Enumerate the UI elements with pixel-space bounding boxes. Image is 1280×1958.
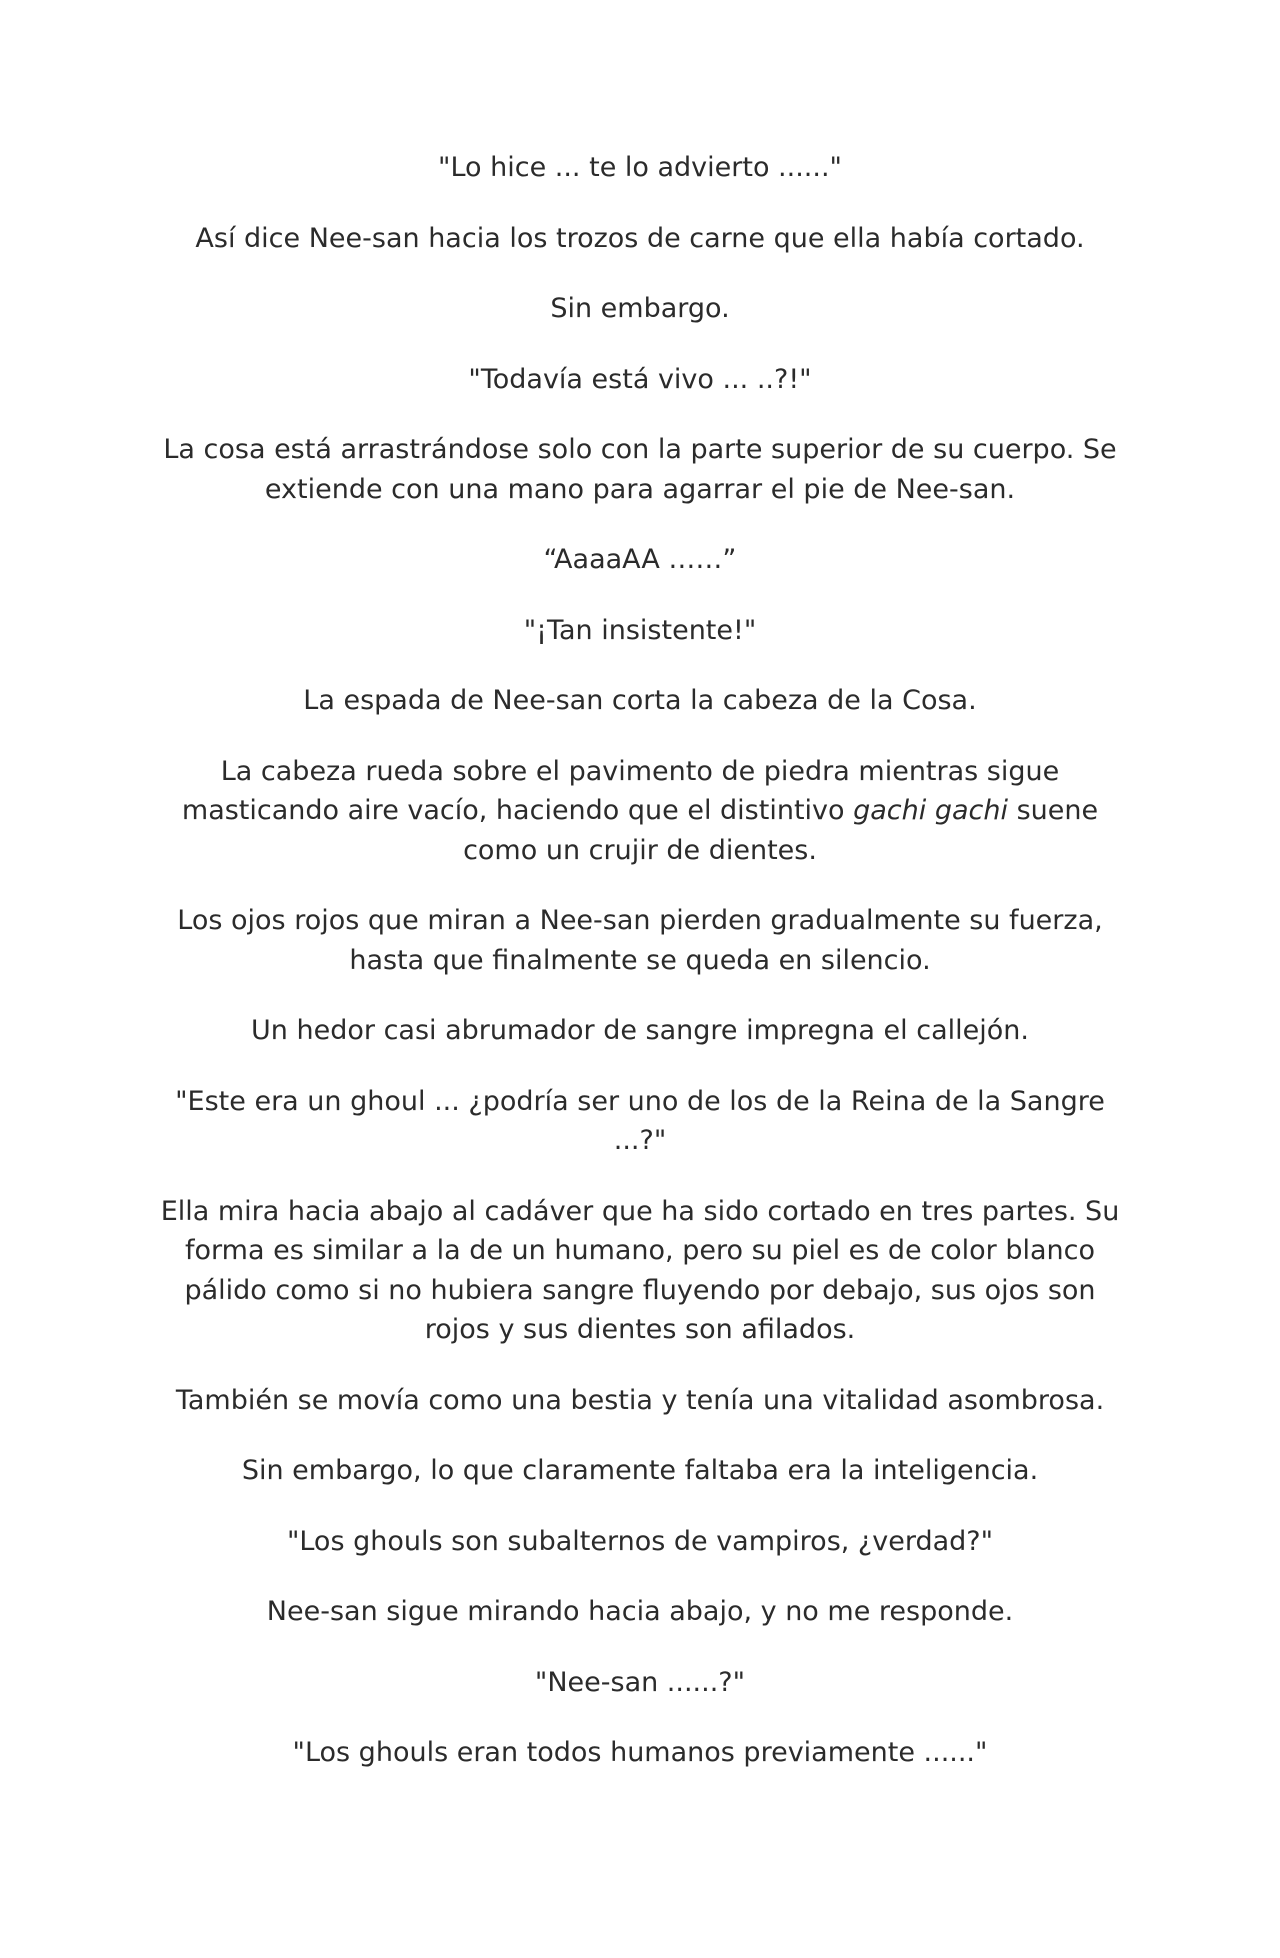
paragraph-5: La cosa está arrastrándose solo con la parte superior de su cuerpo. Se extiende con una mano para agarrar el pie de Nee-san. bbox=[163, 434, 1117, 505]
paragraph-9-end: suene como un crujir de dientes. bbox=[463, 795, 1099, 866]
paragraph-9 bbox=[160, 752, 1120, 871]
paragraph-19: "Los ghouls eran todos humanos previamente ......" bbox=[292, 1737, 988, 1768]
paragraph-9-italic: gachi gachi bbox=[853, 795, 1008, 826]
paragraph-7: "¡Tan insistente!" bbox=[523, 614, 757, 646]
paragraph-2: Así dice Nee-san hacia los trozos de carne que ella había cortado. bbox=[195, 222, 1085, 254]
paragraph-17: Nee-san sigue mirando hacia abajo, y no me responde. bbox=[266, 1596, 1014, 1627]
paragraph-3: Sin embargo. bbox=[550, 293, 730, 324]
paragraph-12: "Este era un ghoul ... ¿podría ser uno de los de la Reina de la Sangre ...?" bbox=[175, 1085, 1105, 1156]
paragraph-9-start: La cabeza rueda sobre el pavimento de piedra mientras sigue masticando aire vacío, haciendo que el distintivo bbox=[181, 755, 1060, 826]
paragraph-18: "Nee-san ......?" bbox=[534, 1666, 746, 1698]
paragraph-15: Sin embargo, lo que claramente faltaba era la inteligencia. bbox=[241, 1455, 1039, 1486]
paragraph-14: También se movía como una bestia y tenía una vitalidad asombrosa. bbox=[175, 1384, 1105, 1416]
paragraph-1: "Lo hice ... te lo advierto ......" bbox=[438, 152, 842, 183]
paragraph-4: "Todavía está vivo ... ..?!" bbox=[468, 363, 812, 395]
paragraph-16: "Los ghouls son subalternos de vampiros, ¿verdad?" bbox=[286, 1525, 994, 1557]
paragraph-13: Ella mira hacia abajo al cadáver que ha sido cortado en tres partes. Su forma es similar a la de un humano, pero su piel es de color blanco pálido como si no hubiera sangre fluyendo por debajo, sus ojos son rojos y sus dientes son afilados. bbox=[160, 1195, 1120, 1345]
paragraph-11: Un hedor casi abrumador de sangre impregna el callejón. bbox=[251, 1015, 1029, 1046]
story-text bbox=[160, 148, 1120, 1804]
paragraph-10: Los ojos rojos que miran a Nee-san pierden gradualmente su fuerza, hasta que finalmente se queda en silencio. bbox=[177, 905, 1103, 976]
paragraph-8: La espada de Nee-san corta la cabeza de la Cosa. bbox=[303, 685, 977, 716]
paragraph-6: “AaaaAA ……” bbox=[543, 544, 737, 575]
